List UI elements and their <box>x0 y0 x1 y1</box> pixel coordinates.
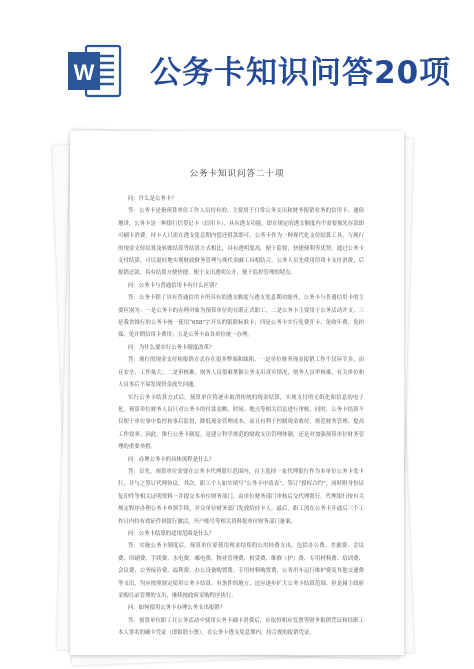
word-document-icon <box>66 42 124 100</box>
answer-paragraph: 答：公务卡除了具有普通信用卡所具有的透支额度与透支免息期功能外，公务卡与普通信用卡的主要区别为：一是公务卡的办理对象为预算单位的在职正式职工；二是公务卡主要用于公务活动开支；三是我省推行的公务卡统一使用“658”字开头的银联标准卡；四是公务卡实行免费开卡、免收年费、免担保、免开期信用卡费用；五是公务卡由各单位统一办理。 <box>118 295 364 339</box>
svg-text:W: W <box>73 60 95 85</box>
document-title: 公务卡知识问答二十项 <box>189 169 285 179</box>
page-title: 公务卡知识问答20项 <box>150 55 452 91</box>
question-paragraph: 问：如何使用公务卡办理公务支出报销？ <box>128 605 226 612</box>
question-paragraph: 问：什么是公务卡？ <box>128 196 177 202</box>
answer-paragraph: 实行公务卡结算方式后，预算单位将逐步取消传统的现金结算，实现支付的无纸化和信息的电子化。预算单位财务人员只对公务卡的付款金额、时间、地点等相关信息进行审核，同时，公务卡结算不仅便于单位事中监控和事后监督，降低现金管理成本，而且有利于控制现金收付，规范财务管理、提高工作效率。因此，推行公务卡制度，是建立科学规范的财政支出管理体制，还是对加强预算单位财务管理的重要举措。 <box>118 394 364 451</box>
question-paragraph: 问：公务卡结算的适用范围是什么？ <box>128 530 215 537</box>
document-page <box>70 131 404 655</box>
question-paragraph: 问：办理公务卡的具体流程是什么？ <box>128 456 215 463</box>
question-paragraph: 问：公务卡与普通信用卡有什么区别？ <box>128 282 220 289</box>
question-paragraph: 问：为什么要实行公务卡制度改革？ <box>128 344 215 351</box>
document-body <box>70 193 404 640</box>
answer-paragraph: 答：首先，预算单位需要在公务卡代理银行范围内，自主选择一家代理银行作为本单位公务卡发卡行，并与之签订代理协议。其次，职工个人如实填写“公务卡申请表”、签订“授权合约”，同时附身份证复印件等相关证明资料一并提交本单位财务部门，由单位财务部门审核后交代理银行。代理银行按有关规定程序办理公务卡申领手续，并交单位财务部门发放给持卡人。最后，职工需在公务卡开通后三个工作日内持有效证件到银行激活，开户账号等相关资料报单位财务部门备案。 <box>118 468 364 525</box>
answer-paragraph: 答：公务卡是指预算单位工作人员持有的、主要用于日常公务支出和财务报销业务的信用卡。通俗地讲，公务卡是一种银行信贷记卡（信用卡），具有透支功能，即在规定的透支额度内不需要预先存款即可刷卡消费。持卡人只需在透支免息期内偿还借款即可。公务卡作为一种现代化支付结算工具，与现行的现金支付结算及转账结算等结算方式相比，具有透明度高，便于监督，快捷便利等优势。通过公务卡支付结算，可以更好地实现财政财务管理与现代金融工具相结合。公务人员先使用信用卡支付消费，后报销还款，具有结算方便快捷、便于支出透明公开，便于监控管理的特点。 <box>118 208 364 277</box>
answer-paragraph: 答：预算单位职工在公务活动中使用公务卡刷卡消费后，应取得相应发票等财务报销凭证和经职工本人签名的刷卡凭证（即银联小票），在公务卡透支免息期内，持合规的报销凭证。 <box>118 617 364 637</box>
answer-paragraph: 答：现行的现金支付和报销方式存在很多弊端和缺陷，一是单位财务现金报销工作不仅环节多，而且安全、工作量大；二是审核难，财务人员很难掌握公务支出真实情况，财务人员审核难，有关单位和人员事后不易发现资金流失问题。 <box>118 357 364 389</box>
answer-paragraph: 答：实施公务卡制度后，预算单位原使用现金结算的公用经费支出，包括办公费、差旅费、会议费、印刷费、手续费、水电费、邮电费、物业管理费、租赁费、维修（护）费、专用材料费、培训费、会议费、公务接待费、福利费、办公设备购置费、专用材料购置费、公务用车运行维护费及其他交通费等支出，均应按照规定使用公务卡结算。有条件的地方，还应逐步扩大公务卡结算范围。但是属于政府采购目录管理的支出，继续按政府采购程序执行。 <box>118 543 364 599</box>
header <box>0 0 474 118</box>
